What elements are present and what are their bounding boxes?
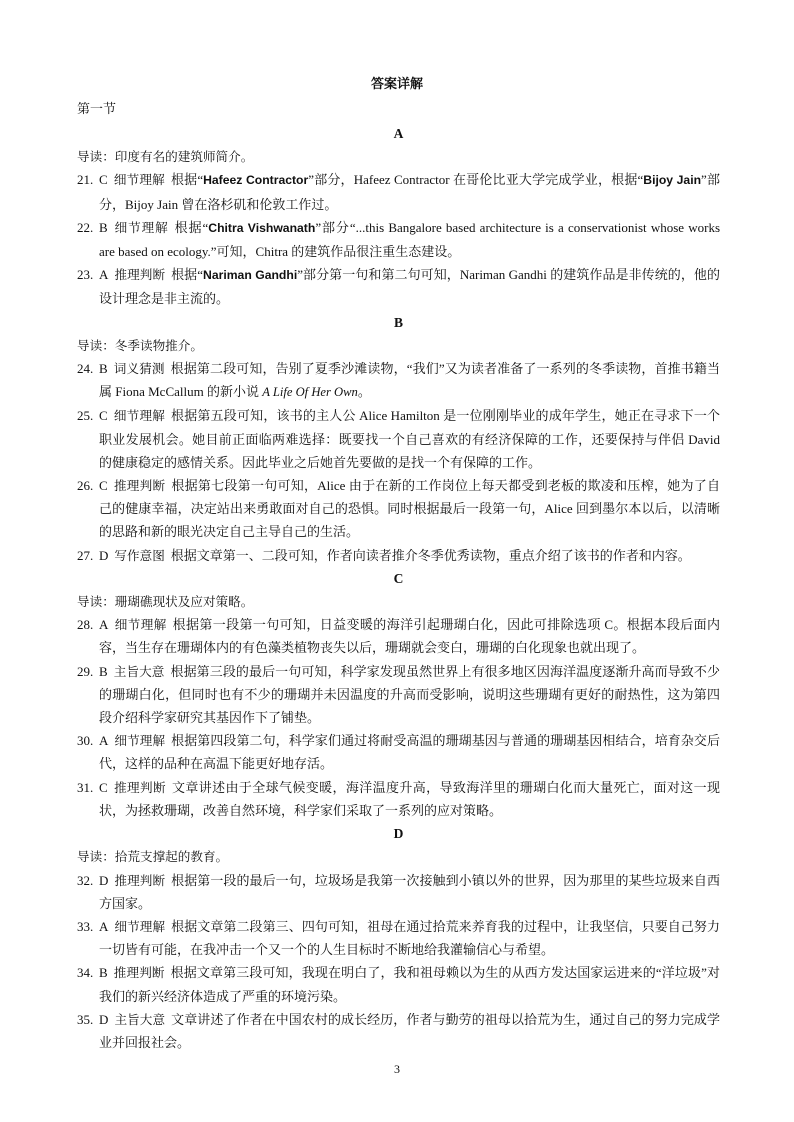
question-number: 22. <box>77 219 94 235</box>
bold-term: Bijoy Jain <box>643 173 702 188</box>
question-number: 24. <box>77 361 94 377</box>
answer-item <box>77 1008 720 1054</box>
answer-item <box>77 404 720 474</box>
explanation-text: 根据第三段的最后一句可知，科学家发现虽然世界上有很多地区因海洋温度逐渐升高而导致不少的珊瑚白化，但同时也有不少的珊瑚并未因温度的升高而受影响，说明这些珊瑚有更好的耐热性，这为第四段介绍科学家研究其基因作下了铺垫。 <box>99 663 720 726</box>
question-type: 推理判断 <box>113 478 166 494</box>
italic-title: A Life Of Her Own <box>262 385 358 400</box>
question-number: 29. <box>77 663 94 679</box>
bold-term: Chitra Vishwanath <box>208 220 316 235</box>
answer-letter: C <box>99 172 108 188</box>
answer-letter: C <box>99 478 108 494</box>
question-type: 细节理解 <box>113 408 166 424</box>
answer-letter: B <box>99 663 108 679</box>
passage-intro: 导读：拾荒支撑起的教育。 <box>77 849 229 865</box>
bold-term: Hafeez Contractor <box>203 173 309 188</box>
explanation-text: 根据第二段可知，告别了夏季沙滩读物，“我们”又为读者准备了一系列的冬季读物，首推书籍当属 Fiona McCallum 的新小说 <box>99 361 720 400</box>
question-type: 主旨大意 <box>113 663 165 679</box>
explanation-text: 根据“ <box>174 219 209 235</box>
answer-item <box>77 613 720 659</box>
passage-heading: C <box>393 570 404 586</box>
answer-item <box>77 544 720 567</box>
answer-item <box>77 961 720 1007</box>
question-number: 25. <box>77 408 94 424</box>
explanation-text: 根据文章第三段可知，我现在明白了，我和祖母赖以为生的从西方发达国家运进来的“洋垃圾”对我们的新兴经济体造成了严重的环境污染。 <box>99 965 720 1004</box>
question-type: 推理判断 <box>114 779 166 795</box>
answer-item <box>77 216 720 263</box>
passage-heading: D <box>393 826 404 842</box>
question-type: 推理判断 <box>113 965 165 981</box>
question-number: 33. <box>77 918 94 934</box>
answer-letter: B <box>99 361 108 377</box>
section-label: 第一节 <box>77 102 117 117</box>
explanation-text: 根据文章第二段第三、四句可知，祖母在通过拾荒来养育我的过程中，让我坚信，只要自己努力一切皆有可能，在我冲击一个又一个的人生目标时不断地给我灌输信心与希望。 <box>99 918 720 958</box>
answer-body <box>77 122 720 1054</box>
question-number: 31. <box>77 779 94 795</box>
question-type: 细节理解 <box>114 733 166 749</box>
question-number: 23. <box>77 267 94 283</box>
explanation-text: 。 <box>357 384 371 400</box>
explanation-text: 根据第一段的最后一句，垃圾场是我第一次接触到小镇以外的世界，因为那里的某些垃圾来自西方国家。 <box>99 872 720 911</box>
explanation-text: 根据第一段第一句可知，日益变暖的海洋引起珊瑚白化，因此可排除选项 C。根据本段后面内容，当生存在珊瑚体内的有色藻类植物丧失以后，珊瑚就会变白，珊瑚的白化现象也就出现了。 <box>99 617 721 656</box>
answer-letter: A <box>99 918 109 934</box>
answer-letter: B <box>99 965 108 981</box>
question-type: 推理判断 <box>114 267 166 283</box>
answer-letter: B <box>99 219 108 235</box>
passage-intro: 导读：冬季读物推介。 <box>77 337 203 353</box>
explanation-text: 根据第四段第二句，科学家们通过将耐受高温的珊瑚基因与普通的珊瑚基因相结合，培育杂交后代，这样的品种在高温下能更好地存活。 <box>99 733 720 772</box>
question-number: 32. <box>77 872 94 888</box>
question-number: 26. <box>77 478 94 494</box>
explanation-text: 文章讲述了作者在中国农村的成长经历，作者与勤劳的祖母以拾荒为生，通过自己的努力完成学业并回报社会。 <box>99 1011 720 1050</box>
question-number: 27. <box>77 547 94 563</box>
explanation-text: ”部分，Bijoy Jain 曾在洛杉矶和伦敦工作过。 <box>99 172 720 212</box>
question-number: 34. <box>77 965 94 981</box>
question-number: 30. <box>77 733 94 749</box>
question-type: 写作意图 <box>114 547 165 563</box>
page-number: 3 <box>394 1062 400 1076</box>
explanation-text: 根据第七段第一句可知，Alice 由于在新的工作岗位上每天都受到老板的欺凌和压榨，她为了自己的健康幸福，决定站出来勇敢面对自己的恐惧。同时根据最后一段第一句，Alice 回到墨尔本以后，以清晰的思路和新的眼光决定自己主导自己的生活。 <box>99 478 720 540</box>
page-title: 答案详解 <box>370 77 423 92</box>
answer-letter: D <box>99 547 109 563</box>
question-type: 词义猜测 <box>113 361 165 377</box>
answer-item <box>77 263 720 310</box>
question-number: 35. <box>77 1011 94 1027</box>
answer-letter: C <box>99 408 108 424</box>
explanation-text: 根据第五段可知，该书的主人公 Alice Hamilton 是一位刚刚毕业的成年学生，她正在寻求下一个职业发展机会。她目前正面临两难选择：既要找一个自己喜欢的有经济保障的工作，还要保持与伴侣 David 的健康稳定的感情关系。因此毕业之后她首先要做的是找一个有保障的工作。 <box>99 408 721 470</box>
explanation-text: 文章讲述由于全球气候变暖，海洋温度升高，导致海洋里的珊瑚白化而大量死亡，面对这一现状，为拯救珊瑚，改善自然环境，科学家们采取了一系列的应对策略。 <box>99 779 720 818</box>
explanation-text: ”部分第一句和第二句可知，Nariman Gandhi 的建筑作品是非传统的，他的设计理念是非主流的。 <box>99 267 720 307</box>
answer-letter: C <box>99 779 108 795</box>
answer-item <box>77 168 720 215</box>
answer-item <box>77 729 720 775</box>
bold-term: Nariman Gandhi <box>203 268 298 283</box>
question-number: 28. <box>77 617 94 633</box>
answer-letter: D <box>99 872 109 888</box>
answer-item <box>77 915 720 961</box>
answer-item <box>77 869 720 915</box>
explanation-text: ”部分，Hafeez Contractor 在哥伦比亚大学完成学业，根据“ <box>308 172 644 188</box>
answer-letter: A <box>99 617 109 633</box>
answer-letter: A <box>99 733 109 749</box>
answer-item <box>77 660 720 730</box>
answer-item <box>77 357 720 404</box>
answer-letter: D <box>99 1011 109 1027</box>
answer-item <box>77 474 720 544</box>
explanation-text: 根据“ <box>170 172 204 188</box>
passage-heading: A <box>393 126 404 141</box>
explanation-text: 根据文章第一、二段可知，作者向读者推介冬季优秀读物，重点介绍了该书的作者和内容。 <box>170 547 691 563</box>
passage-heading: B <box>393 314 403 330</box>
question-type: 细节理解 <box>114 918 166 934</box>
passage-intro: 导读：印度有名的建筑师简介。 <box>77 149 254 165</box>
question-type: 主旨大意 <box>114 1011 166 1027</box>
answer-letter: A <box>99 267 109 283</box>
question-type: 细节理解 <box>114 219 169 235</box>
question-number: 21. <box>77 172 94 188</box>
answer-item <box>77 776 720 822</box>
question-type: 细节理解 <box>114 617 167 633</box>
explanation-text: 根据“ <box>171 267 204 283</box>
question-type: 推理判断 <box>114 872 166 888</box>
question-type: 细节理解 <box>113 172 165 188</box>
explanation-text: ”部分“...this Bangalore based architecture is a conservationist whose works are based on ecology.”可知，Chitra 的建筑作品很注重生态建设。 <box>99 219 721 260</box>
passage-intro: 导读：珊瑚礁现状及应对策略。 <box>77 594 254 610</box>
